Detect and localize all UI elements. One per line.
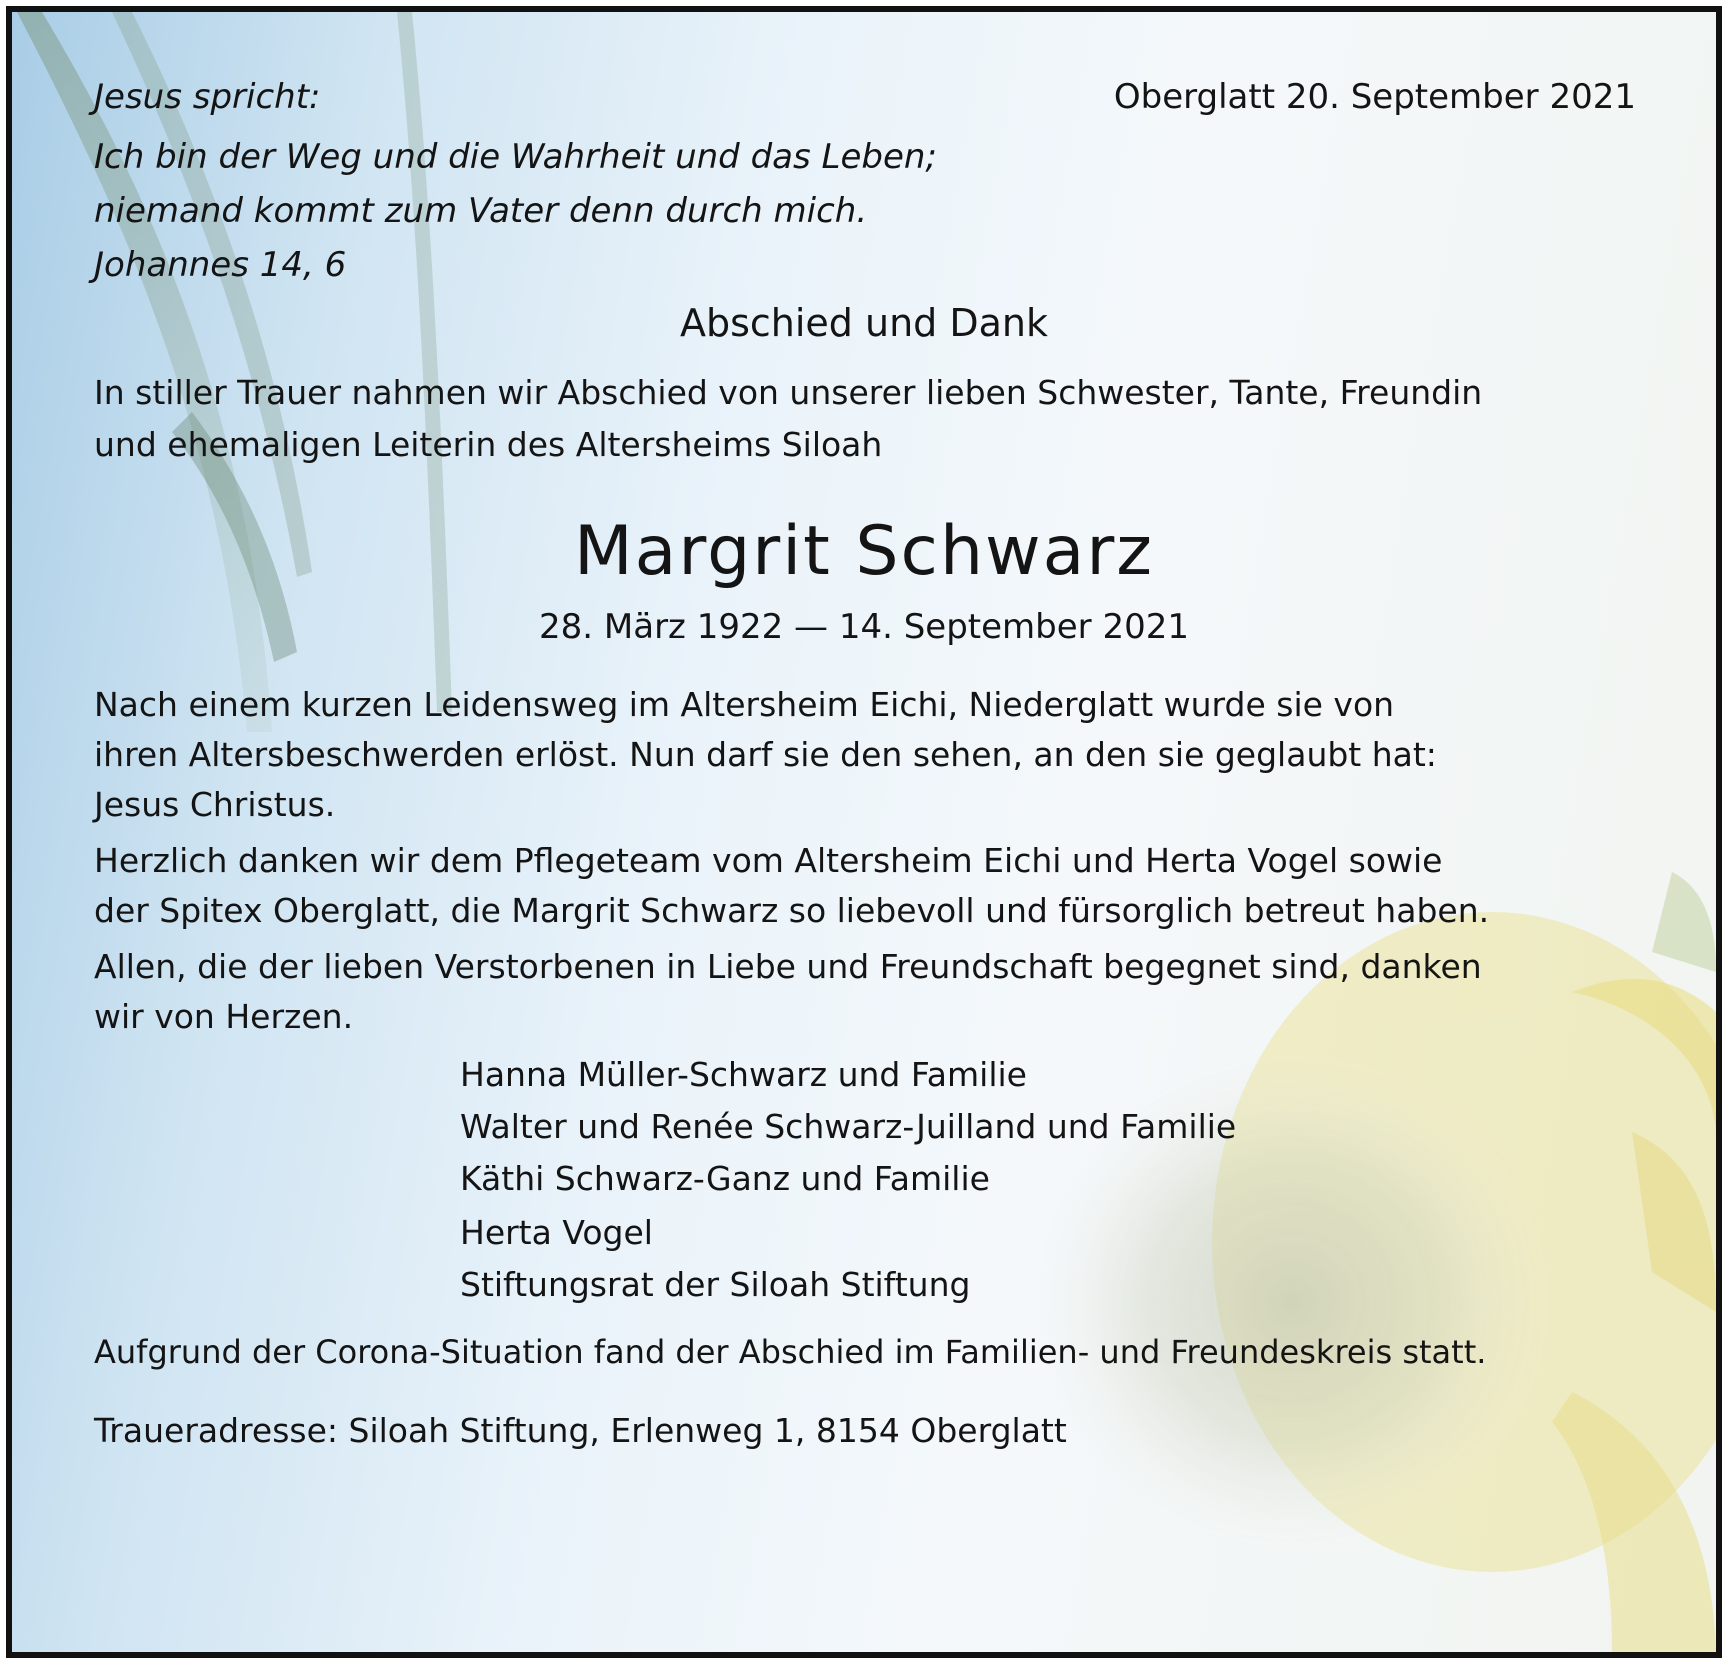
mourner-5: Stiftungsrat der Siloah Stiftung xyxy=(460,1265,971,1304)
body-paragraph-2-line-1: Herzlich danken wir dem Pflegeteam vom Altersheim Eichi und Herta Vogel sowie xyxy=(94,841,1443,880)
body-paragraph-1-line-2: ihren Altersbeschwerden erlöst. Nun darf sie den sehen, an den sie geglaubt hat: xyxy=(94,735,1437,774)
body-paragraph-2-line-2: der Spitex Oberglatt, die Margrit Schwarz so liebevoll und fürsorglich betreut haben. xyxy=(94,891,1490,930)
verse-intro: Jesus spricht: xyxy=(94,77,321,117)
verse-line-2: niemand kommt zum Vater denn durch mich. xyxy=(94,191,868,231)
body-paragraph-3-line-1: Allen, die der lieben Verstorbenen in Liebe und Freundschaft begegnet sind, danken xyxy=(94,947,1482,986)
intro-line-1: In stiller Trauer nahmen wir Abschied von unserer lieben Schwester, Tante, Freundin xyxy=(94,373,1483,412)
verse-reference: Johannes 14, 6 xyxy=(94,245,347,285)
life-dates: 28. März 1922 — 14. September 2021 xyxy=(539,607,1189,647)
obituary-card xyxy=(6,6,1722,1658)
body-paragraph-1-line-3: Jesus Christus. xyxy=(94,785,336,824)
mourner-1: Hanna Müller-Schwarz und Familie xyxy=(460,1055,1027,1094)
address: Traueradresse: Siloah Stiftung, Erlenweg 1, 8154 Oberglatt xyxy=(94,1411,1067,1450)
body-paragraph-1-line-1: Nach einem kurzen Leidensweg im Altersheim Eichi, Niederglatt wurde sie von xyxy=(94,685,1395,724)
mourner-3: Käthi Schwarz-Ganz und Familie xyxy=(460,1159,990,1198)
heading: Abschied und Dank xyxy=(679,301,1049,345)
verse-line-1: Ich bin der Weg und die Wahrheit und das Leben; xyxy=(94,137,937,177)
sunflower xyxy=(1032,872,1716,1652)
mourner-2: Walter und Renée Schwarz-Juilland und Familie xyxy=(460,1107,1237,1146)
deceased-name: Margrit Schwarz xyxy=(574,512,1154,591)
body-paragraph-3-line-2: wir von Herzen. xyxy=(94,997,354,1036)
corona-note: Aufgrund der Corona-Situation fand der Abschied im Familien- und Freundeskreis statt. xyxy=(94,1333,1487,1371)
intro-line-2: und ehemaligen Leiterin des Altersheims Siloah xyxy=(94,425,883,464)
mourner-4: Herta Vogel xyxy=(460,1213,653,1252)
place-date: Oberglatt 20. September 2021 xyxy=(1113,77,1636,117)
grass-blade xyxy=(397,12,452,712)
